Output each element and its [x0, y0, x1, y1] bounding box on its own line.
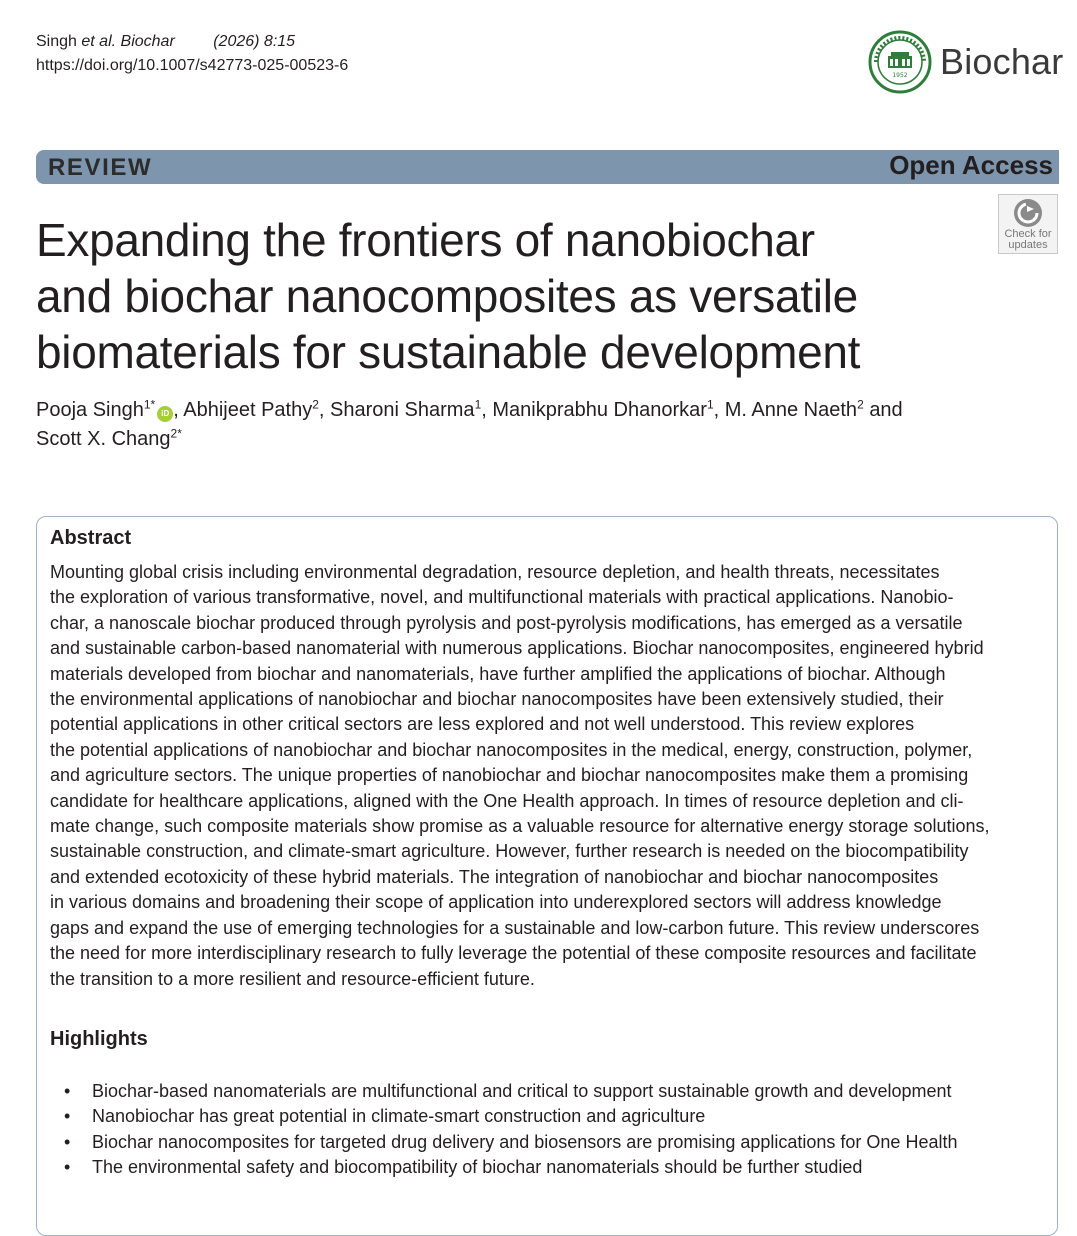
author-list: Pooja Singh$^{1*}$iD , Abhijeet Pathy$^2$, Sharoni Sharma$^1$, Manikprabhu Dhanorkar$^1$, M. Anne Naeth$^2$ and Scott X. Chang$^{2*}$ — [36, 397, 903, 450]
author-affiliation: 1* — [143, 397, 156, 412]
journal-name: Biochar — [940, 41, 1064, 82]
author-name[interactable]: Pooja Singh — [36, 399, 144, 421]
citation-et-al: et al. — [81, 33, 117, 50]
abstract-line: in various domains and broadening their scope of application into underexplored sectors will address knowledge — [50, 892, 942, 913]
title-line-2: and biochar nanocomposites as versatile — [36, 270, 858, 322]
abstract-line: gaps and expand the use of emerging technologies for a sustainable and low-carbon future. This review underscores — [50, 917, 980, 938]
abstract-line: the need for more interdisciplinary research to fully leverage the potential of these composite resources and facilitate — [50, 943, 977, 964]
abstract-line: Mounting global crisis including environmental degradation, resource depletion, and health threats, necessitates — [50, 562, 940, 582]
author-affiliation: 2* — [170, 426, 182, 441]
check-updates-line1: Check for — [1004, 228, 1052, 240]
bullet-icon: • — [64, 1106, 71, 1127]
highlight-text: Biochar-based nanomaterials are multifunctional and critical to support sustainable growth and development — [92, 1081, 952, 1101]
title-line-1: Expanding the frontiers of nanobiochar — [36, 214, 815, 266]
author-affiliation: 2 — [312, 397, 319, 412]
highlight-text: Biochar nanocomposites for targeted drug delivery and biosensors are promising applications for One Health — [92, 1131, 958, 1152]
author-name[interactable]: Abhijeet Pathy — [183, 399, 313, 421]
citation-header — [36, 30, 348, 78]
abstract-text — [50, 560, 1040, 992]
author-affiliation: 2 — [857, 397, 864, 412]
author-name[interactable]: Sharoni Sharma — [330, 399, 475, 421]
abstract-line: candidate for healthcare applications, aligned with the One Health approach. In times of resource depletion and cli- — [50, 790, 964, 811]
check-updates-icon — [1010, 197, 1046, 229]
highlight-text: Nanobiochar has great potential in climate-smart construction and agriculture — [92, 1106, 706, 1127]
abstract-line: potential applications in other critical sectors are less explored and not well understood. This review explores — [50, 714, 915, 735]
highlights-heading: Highlights — [50, 1028, 148, 1050]
author-affiliation: 1 — [474, 397, 482, 412]
highlight-text: The environmental safety and biocompatibility of biochar nanomaterials should be further studied — [92, 1157, 863, 1178]
highlight-item — [50, 1130, 1040, 1155]
article-type-label: REVIEW — [48, 154, 153, 181]
abstract-line: and sustainable carbon-based nanomaterial with numerous applications. Biochar nanocomposites, engineered hybrid — [50, 638, 984, 659]
seal-year: 1952 — [892, 72, 908, 79]
author-name[interactable]: Scott X. Chang — [36, 428, 171, 450]
abstract-line: the environmental applications of nanobiochar and biochar nanocomposites have been extensively studied, their — [50, 689, 944, 710]
author-name[interactable]: M. Anne Naeth — [724, 399, 858, 421]
abstract-line: sustainable construction, and climate-smart agriculture. However, further research is needed on the biocompatibility — [50, 841, 969, 862]
authors-conjunction: and — [869, 399, 903, 421]
abstract-line: the potential applications of nanobiochar and biochar nanocomposites in the medical, energy, construction, polymer, — [50, 739, 973, 760]
abstract-line: materials developed from biochar and nanomaterials, have further amplified the applications of biochar. Although — [50, 663, 946, 684]
citation-journal: Biochar — [120, 33, 175, 50]
title-line-3: biomaterials for sustainable development — [36, 326, 861, 378]
journal-brand[interactable] — [868, 30, 1063, 94]
university-seal-icon — [868, 30, 932, 94]
bullet-icon: • — [64, 1157, 71, 1178]
author-name[interactable]: Manikprabhu Dhanorkar — [492, 399, 707, 421]
author-affiliation: 1 — [706, 397, 714, 412]
bullet-icon: • — [64, 1131, 71, 1152]
highlight-item — [50, 1079, 1040, 1104]
bullet-icon: • — [64, 1081, 71, 1101]
orcid-icon[interactable]: iD — [157, 406, 173, 422]
citation-volume: (2026) 8:15 — [213, 33, 296, 50]
highlights-list — [50, 1079, 1040, 1181]
abstract-line: the exploration of various transformative, novel, and multifunctional materials with practical applications. Nanobio- — [50, 587, 954, 608]
abstract-line: and agriculture sectors. The unique properties of nanobiochar and biochar nanocomposites make them a promising — [50, 765, 969, 786]
check-updates-line2: updates — [1008, 239, 1048, 251]
abstract-line: and extended ecotoxicity of these hybrid materials. The integration of nanobiochar and biochar nanocomposites — [50, 866, 939, 887]
abstract-heading: Abstract — [50, 527, 132, 549]
highlight-item — [50, 1155, 1040, 1180]
abstract-line: char, a nanoscale biochar produced through pyrolysis and post-pyrolysis modifications, has emerged as a versatile — [50, 612, 963, 633]
abstract-line: mate change, such composite materials show promise as a valuable resource for alternative energy storage solutions, — [50, 816, 990, 837]
article-title — [36, 212, 986, 380]
open-access-label: Open Access — [889, 150, 1053, 180]
check-for-updates-button[interactable] — [998, 194, 1058, 254]
citation-authors: Singh — [36, 33, 77, 50]
abstract-line: the transition to a more resilient and resource-efficient future. — [50, 968, 535, 989]
doi-link[interactable]: https://doi.org/10.1007/s42773-025-00523-6 — [36, 57, 349, 74]
highlight-item — [50, 1104, 1040, 1129]
